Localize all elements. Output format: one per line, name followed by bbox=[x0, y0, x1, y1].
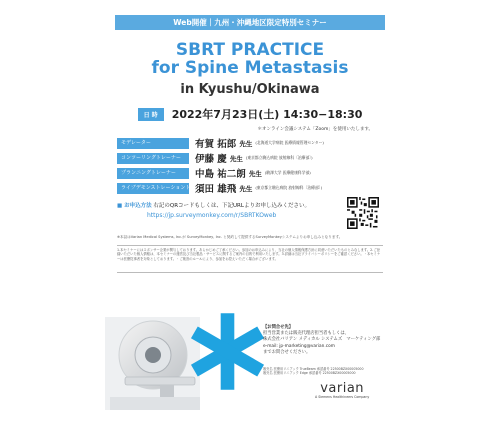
qr-code-icon[interactable] bbox=[347, 197, 379, 229]
apply-heading bbox=[117, 201, 383, 209]
title-line-3: in Kyushu/Okinawa bbox=[180, 81, 320, 97]
apply-note: ※本誌はVarian Medical Systems, Inc.が SurveyMonkey, Inc. と契約して提供するSurveyMonkeyシステムよりお申し込みとなります。 bbox=[117, 235, 343, 240]
approval-line: 販売名 医療用リニアック TrueBeam 承認番号 22500BZX00005000 bbox=[263, 367, 364, 371]
speaker-affiliation: (東京都立駒込病院 放射線科〔治療部〕) bbox=[255, 185, 323, 191]
date-text: 2022年7月23日(土) 14:30−18:30 bbox=[171, 108, 363, 122]
speaker-name: 中島 祐二朗 bbox=[195, 169, 246, 181]
contact-info bbox=[263, 325, 391, 356]
logo-word: varian bbox=[320, 381, 365, 396]
speaker-role: コンツーリングトレーナー bbox=[117, 153, 189, 164]
speaker-role: モデレーター bbox=[117, 138, 189, 149]
fine-print: 1.本セミナーにはスポンサー企業が関与しております。あらかじめご了承ください。参加のお申込みにより、当社の個人情報保護方針に同意いただいたものとみなします。2.ご登録いただいた個人情報は、本セミナーの運営及び当社製品・サービスに関するご案内の目的で利用いたします。3.詳細は当社プライバシーポリシーをご確認ください。・本セミナーは医療従事者を対象としております。・ご施設のルールにより、参加をお控えいただく場合がございます。 bbox=[117, 245, 383, 273]
bottom-section bbox=[105, 317, 395, 410]
apply-url-link[interactable]: https://jp.surveymonkey.com/r/SBRTKOweb bbox=[147, 212, 277, 220]
contact-line: 株式会社バリアン メディカル システムズ マーケティング部 bbox=[263, 337, 381, 343]
contact-line: までお問合せください。 bbox=[263, 349, 311, 355]
speaker-affiliation: (駒澤大学 医療健康科学部) bbox=[264, 170, 311, 176]
apply-label: ■ お申込方法 bbox=[117, 203, 152, 210]
speaker-row bbox=[117, 152, 383, 164]
contact-line: 担当営業または販売代理店担当者もしくは、 bbox=[263, 331, 349, 337]
speaker-affiliation: (東京都立駒込病院 放射線科〔治療部〕) bbox=[245, 155, 313, 161]
speaker-name: 須田 雄飛 bbox=[195, 184, 237, 196]
title-line-2: for Spine Metastasis bbox=[151, 57, 349, 78]
speaker-honorific: 先生 bbox=[229, 154, 243, 163]
contact-email-link[interactable]: e-mail: jp-marketing@varian.com bbox=[263, 343, 335, 349]
asterisk-graphic bbox=[185, 309, 270, 394]
event-banner: Web開催｜九州・沖縄地区限定特別セミナー bbox=[115, 15, 385, 30]
speaker-row bbox=[117, 167, 383, 179]
speaker-affiliation: (北海道大学病院 医療情報管理センター) bbox=[255, 140, 324, 146]
online-note: ＊オンライン会議システム「Zoom」を使用いたします。 bbox=[257, 127, 373, 133]
seminar-flyer bbox=[105, 15, 395, 410]
speaker-row bbox=[117, 182, 383, 194]
application-section bbox=[117, 201, 383, 235]
speaker-role: ライブデモンストレーショントレーナー bbox=[117, 183, 189, 194]
speaker-name: 有賀 拓郎 bbox=[195, 139, 237, 151]
speaker-honorific: 先生 bbox=[239, 139, 253, 148]
speaker-list bbox=[117, 137, 383, 194]
speaker-row bbox=[117, 137, 383, 149]
apply-text: 右記のQRコードもしくは、下記URLよりお申し込みください。 bbox=[153, 203, 310, 210]
speaker-honorific: 先生 bbox=[248, 169, 262, 178]
approval-line: 販売名 医療用リニアック Edge 承認番号 22500BZX00005000 bbox=[263, 371, 356, 376]
speaker-honorific: 先生 bbox=[239, 184, 253, 193]
contact-title: 【お問合せ先】 bbox=[263, 325, 294, 330]
date-row bbox=[105, 106, 395, 122]
speaker-name: 伊藤 慶 bbox=[195, 154, 227, 166]
title-line-1: SBRT PRACTICE bbox=[175, 40, 325, 60]
speaker-role: プランニングトレーナー bbox=[117, 168, 189, 179]
date-tag: 日 時 bbox=[138, 108, 164, 121]
logo-subtitle: A Siemens Healthineers Company bbox=[315, 395, 370, 399]
approval-info bbox=[263, 367, 391, 376]
varian-logo bbox=[315, 381, 369, 399]
